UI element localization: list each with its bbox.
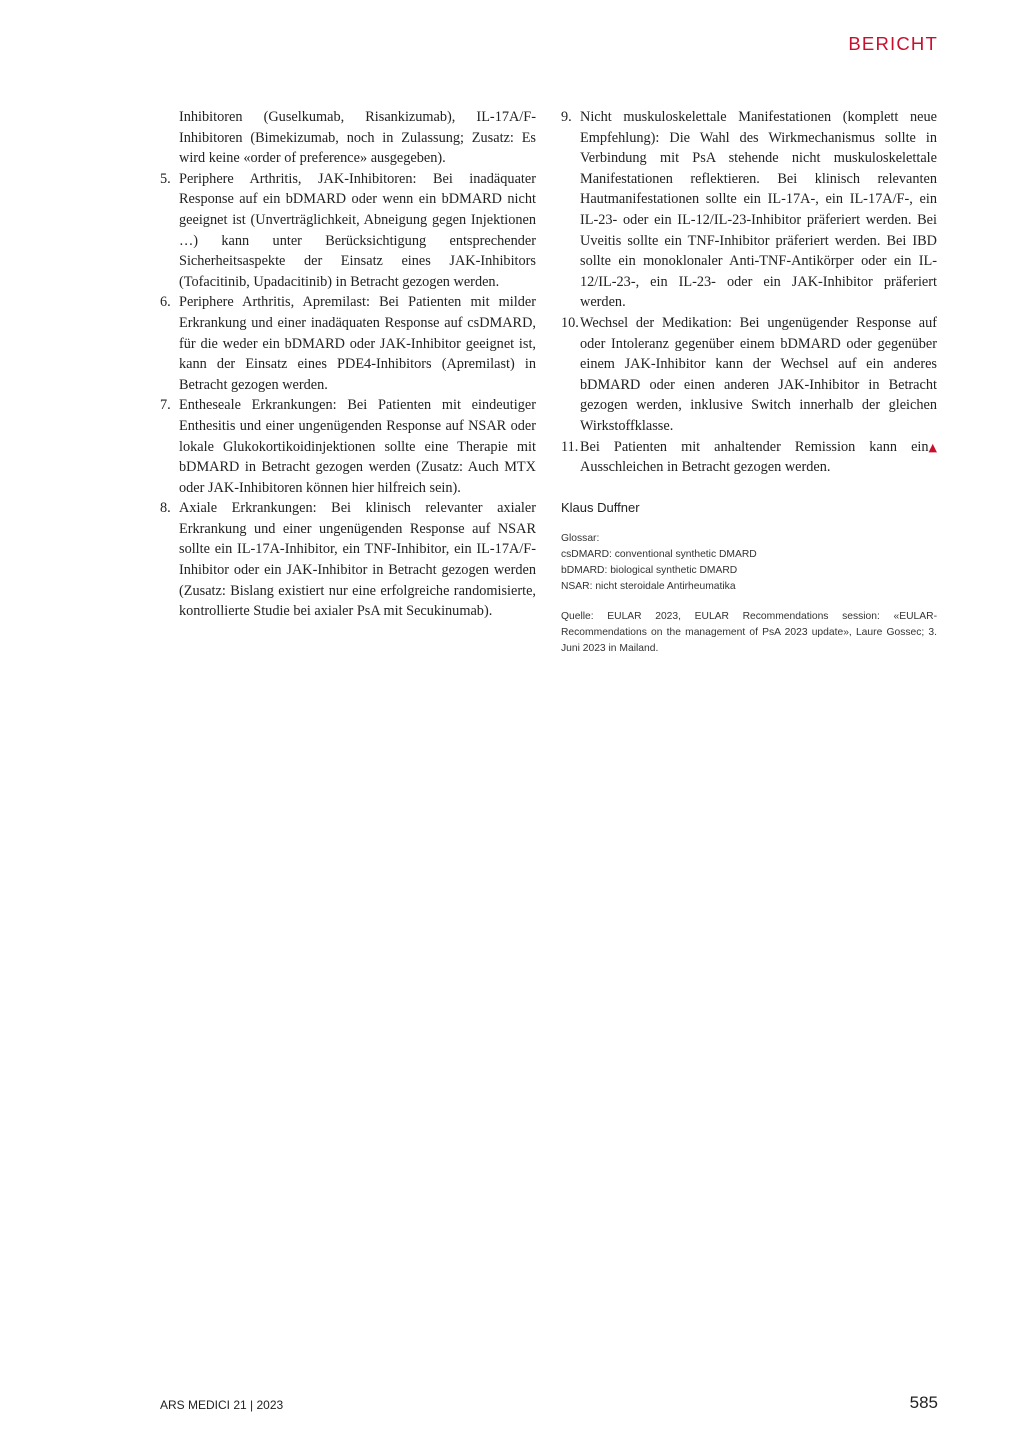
source-note: Quelle: EULAR 2023, EULAR Recommendations session: «EULAR-Recommendations on the management of PsA 2023 update», Laure Gossec; 3. Juni 2023 in Mailand. [561,610,937,654]
left-column [160,107,536,622]
list-item [160,395,536,498]
journal-issue: ARS MEDICI 21 | 2023 [160,1398,284,1412]
section-label: BERICHT [848,33,938,54]
item-number: 5. [160,170,171,187]
item-number: 11. [561,438,579,455]
item-text: Periphere Arthritis, Apremilast: Bei Patienten mit milder Erkrankung und einer inadäquaten Response auf csDMARD, für die weder ein bDMARD oder JAK-Inhibitor geeignet ist, kann der Einsatz eines PDE4-Inhibitors (Apremilast) in Betracht gezogen werden. [179,294,536,393]
item-number: 7. [160,397,171,414]
list-item [160,292,536,395]
item-text: Wechsel der Medikation: Bei ungenügender Response auf oder Intoleranz gegenüber einem bDMARD oder gegenüber einem JAK-Inhibitor kann der Wechsel auf ein anderes bDMARD oder einen anderen JAK-Inhibitor in Betracht gezogen werden, inklusive Switch innerhalb der gleichen Wirkstoffklasse. [580,314,937,434]
item-number: 6. [160,294,171,311]
item-text: Periphere Arthritis, JAK-Inhibitoren: Bei inadäquater Response auf ein bDMARD oder wenn ein bDMARD nicht geeignet ist (Unverträglichkeit, Abneigung gegen Injektionen …) kann unter Berücksichtigung entsprechender Sicherheitsaspekte der Einsatz eines JAK-Inhibitors (Tofacitinib, Upadacitinib) in Betracht gezogen werden. [179,170,536,290]
item-number: 9. [561,109,572,125]
list-item [561,107,937,313]
item-number: 8. [160,500,171,517]
glossary-entry: bDMARD: biological synthetic DMARD [561,564,738,576]
item-text: Entheseale Erkrankungen: Bei Patienten mit eindeutiger Enthesitis und einer ungenügenden Response auf NSAR oder lokale Glukokortikoidinjektionen sollte eine Therapie mit bDMARD in Betracht gezogen werden (Zusatz: Auch MTX oder JAK-Inhibitoren können hier hilfreich sein). [179,397,536,496]
list-item [561,437,937,478]
glossary-entry: NSAR: nicht steroidale Antirheumatika [561,580,736,592]
item-text: Nicht muskuloskelettale Manifestationen (komplett neue Empfehlung): Die Wahl des Wirkmechanismus sollte in Verbindung mit PsA stehende nicht muskuloskelettale Manifestationen reflektieren. Bei klinisch relevanten Hautmanifestationen sollte ein IL-17A-, ein IL-17A/F-, ein IL-23- oder ein IL-12/IL-23-Inhibitor präferiert werden. Bei Uveitis sollte ein TNF-Inhibitor präferiert werden. Bei IBD sollte ein monoklonaler Anti-TNF-Antikörper oder ein IL-12/IL-23-, ein IL-23- oder ein JAK-Inhibitor präferiert werden. [580,109,937,311]
list-item [160,498,536,622]
continuation-paragraph: Inhibitoren (Guselkumab, Risankizumab), IL-17A/F-Inhibitoren (Bimekizumab, noch in Zulassung; Zusatz: Es wird keine «order of preference» ausgegeben). [179,109,536,167]
glossary-title: Glossar: [561,532,600,544]
end-of-article-triangle-icon: ▲ [928,440,937,454]
page-number: 585 [909,1393,938,1412]
author-name: Klaus Duffner [561,499,640,515]
list-item [160,169,536,293]
item-number: 10. [561,314,579,331]
item-text: Bei Patienten mit anhaltender Remission kann ein Ausschleichen in Betracht gezogen werden. [580,438,929,476]
item-text-wrapper [580,437,937,478]
glossary-entry: csDMARD: conventional synthetic DMARD [561,548,757,560]
list-item [561,313,937,437]
item-text: Axiale Erkrankungen: Bei klinisch relevanter axialer Erkrankung und einer ungenügenden Response auf NSAR sollte ein IL-17A-Inhibitor, ein TNF-Inhibitor, ein IL-17A/F-Inhibitor oder ein JAK-Inhibitor in Betracht gezogen werden (Zusatz: Bislang existiert nur eine erfolgreiche randomisierte, kontrollierte Studie bei axialer PsA mit Secukinumab). [179,500,536,620]
glossary [561,531,937,595]
right-column [561,107,937,657]
